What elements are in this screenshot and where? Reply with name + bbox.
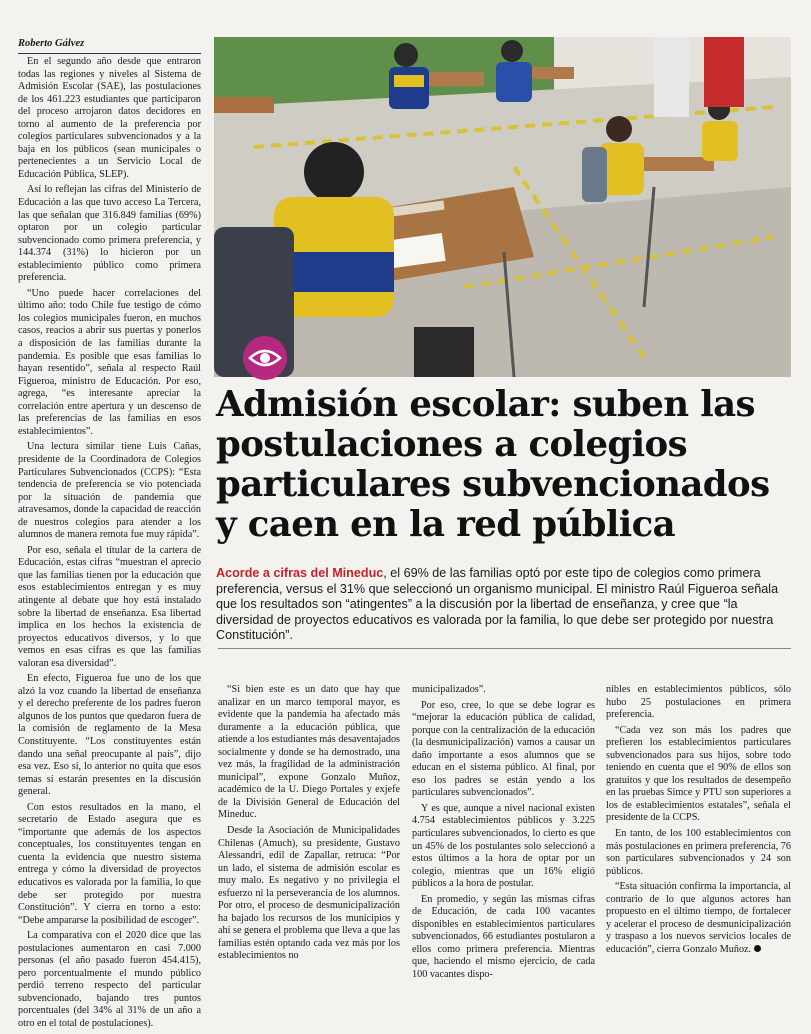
paragraph: “Esta situación confirma la importancia, al contrario de lo que algunos actores han propuesto en el último tiempo, de fortalecer y acelerar el proceso de desmunicipalización y traspaso a los nuevos servicios locales de educación”, cierra Gonzalo Muñoz.	[606, 881, 791, 955]
classroom-photo	[214, 37, 791, 377]
body-column-left	[18, 56, 201, 1034]
paragraph: La comparativa con el 2020 dice que las postulaciones aumentaron en casi 7.000 personas (el año pasado fueron 454.415), pero porcentualmente el mundo público perdió terreno respecto del particular subvencionado, bajando tres puntos porcentuales (del 34% al 31% de un año a otro en el total de postulaciones).	[18, 930, 201, 1030]
eye-icon	[242, 335, 288, 381]
end-mark-icon	[754, 945, 761, 952]
paragraph: Y es que, aunque a nivel nacional existen 4.754 establecimientos públicos y 3.225 particulares subvencionados, lo cierto es que un 45% de los postulantes solo seleccionó a estos últimos a la hora de optar por un colegio, mientras que un 16% eligió públicos a la hora de postular.	[412, 802, 595, 890]
paragraph: “Cada vez son más los padres que prefieren los establecimientos particulares subvencionados para sus hijos, sobre todo teniendo en cuenta que el 90% de ellos son gratuitos y que los resultados de desempeño en las pruebas Simce y PTU son superiores a los de establecimientos estatales”, señala el presidente de la CCPS.	[606, 724, 791, 824]
paragraph: Con estos resultados en la mano, el secretario de Estado asegura que es “importante que además de los aspectos conceptuales, los constituyentes tengan en cuenta la evidencia que nuestro sistema entrega y cómo la diversidad de proyectos educativos es valorada por la familia, lo que debe ser protegido por nuestra Constitución”. Y cierra en torno a esto: “Debe ampararse la posibilidad de escoger”.	[18, 801, 201, 926]
paragraph: En promedio, y según las mismas cifras de Educación, de cada 100 vacantes disponibles en establecimientos particulares subvencionados, 66 estudiantes postularon a ellos como primera preferencia. Mientras que, haciendo el mismo ejercicio, de cada 100 vacantes dispo-	[412, 893, 595, 981]
paragraph: nibles en establecimientos públicos, sólo hubo 25 postulaciones en primera preferencia.	[606, 684, 791, 721]
classroom-illustration	[214, 37, 791, 377]
paragraph: municipalizados”.	[412, 684, 486, 695]
paragraph: “Uno puede hacer correlaciones del último año: todo Chile fue testigo de cómo los colegios municipales fueron, en muchos casos, reacios a abrir sus puertas y ponerlos a disposición de las familias durante la pandemia. Es posible que esas familias lo hayan resentido”, señala al respecto Raúl Figueroa, ministro de Educación. Por eso, agrega, “es interesante apreciar la correlación entre apertura y un descenso de las preferencias de las familias en esos establecimientos”.	[18, 287, 201, 437]
paragraph: Desde la Asociación de Municipalidades Chilenas (Amuch), su presidente, Gustavo Alessandri, edil de Zapallar, retruca: “Por un lado, el sistema de admisión escolar es muy malo. Es negativo y no privilegia el esfuerzo ni la perseverancia de los alumnos. Por otro, el proceso de desmunicipalización ha bajado los recursos de los municipios y ahí se genera el problema que lleva a que las familias estén optando cada vez más por los establecimientos no	[218, 825, 400, 962]
body-column-bottom-2	[412, 684, 595, 985]
paragraph: Por eso, señala el titular de la cartera de Educación, estas cifras “muestran el aprecio que las familias tienen por la educación que esos establecimientos entregan y es muy atingente al debate que hoy está instalado sobre la libertad de enseñanza. Esa libertad implica en los hechos la existencia de proyectos educativos diversos, y lo que vemos en esas cifras es que las familias valoran esa diversidad”.	[18, 544, 201, 669]
deck-text: , el 69% de las familias optó por este tipo de colegios como primera preferencia, versus el 31% que seleccionó un organismo municipal. El ministro Raúl Figueroa señala que los resultados son “atingentes” a la discusión por la libertad de enseñanza, y cree que “la diversidad de proyectos educativos es valorada por la familia, lo que debe ser protegido por nuestra Constitución”.	[216, 566, 779, 642]
paragraph: Una lectura similar tiene Luis Cañas, presidente de la Coordinadora de Colegios Particulares Subvencionados (CCPS): “Esta tendencia de preferencia se vio potenciada por la situación de pandemia que atravesamos, donde la capacidad de reacción de nuestros colegios para atender a los alumnos de manera remota fue muy rápida”.	[18, 441, 201, 541]
headline: Admisión escolar: suben las postulaciones a colegios particulares subvencionados y caen en la red pública	[216, 384, 770, 545]
paragraph: En tanto, de los 100 establecimientos con más postulaciones en primera preferencia, 76 son particulares subvencionados y 24 son públicos.	[606, 828, 791, 877]
body-column-bottom-3	[606, 684, 791, 959]
byline: Roberto Gálvez	[18, 38, 201, 54]
divider	[218, 648, 791, 649]
deck-lead: Acorde a cifras del Mineduc	[216, 566, 384, 580]
paragraph: Así lo reflejan las cifras del Ministerio de Educación a las que tuvo acceso La Tercera, las que señalan que 316.849 familias (69%) optaron por un colegio particular subvencionado como primera preferencia, y 144.374 (31%) lo hicieron por un establecimiento público como primera preferencia.	[18, 184, 201, 284]
deck	[216, 566, 791, 644]
paragraph: Por eso, cree, lo que se debe lograr es “mejorar la educación pública de calidad, porque con la centralización de la educación (la desmunicipalización) vamos a causar un daño importante a esos alumnos que se educan en el sistema público. Al final, por eso los padres se están yendo a los particulares subvencionados”.	[412, 699, 595, 799]
paragraph: En efecto, Figueroa fue uno de los que alzó la voz cuando la libertad de enseñanza y el derecho preferente de los padres fueron algunos de los puntos que quedaron fuera de la comisión de reglamento de la Mesa Constituyente. “Los constituyentes están dando una señal preocupante al país”, dijo esa vez. Eso sí, lo anterior no quita que esos temas sí estarán presentes en la discusión general.	[18, 673, 201, 798]
body-column-bottom-1	[218, 684, 400, 966]
last-paragraph	[606, 881, 791, 956]
paragraph: “Si bien este es un dato que hay que analizar en un marco temporal mayor, es evidente que la pandemia ha afectado más duramente a la educación pública, que atiende a los estudiantes más desaventajados socialmente y donde se ha demostrado, una vez más, la fragilidad de la administración municipal”, expone Gonzalo Muñoz, académico de la U. Diego Portales y exjefe de la División General de Educación del Mineduc.	[218, 684, 400, 821]
paragraph: En el segundo año desde que entraron todas las regiones y niveles al Sistema de Admisión Escolar (SAE), las postulaciones de los 461.223 estudiantes que participaron del proceso arrojaron datos decidores en torno al aumento de la preferencia por colegios particulares subvencionados y a la baja en los públicos (sean municipales o pertenecientes a un Servicio Local de Educación Pública, SLEP).	[18, 56, 201, 180]
